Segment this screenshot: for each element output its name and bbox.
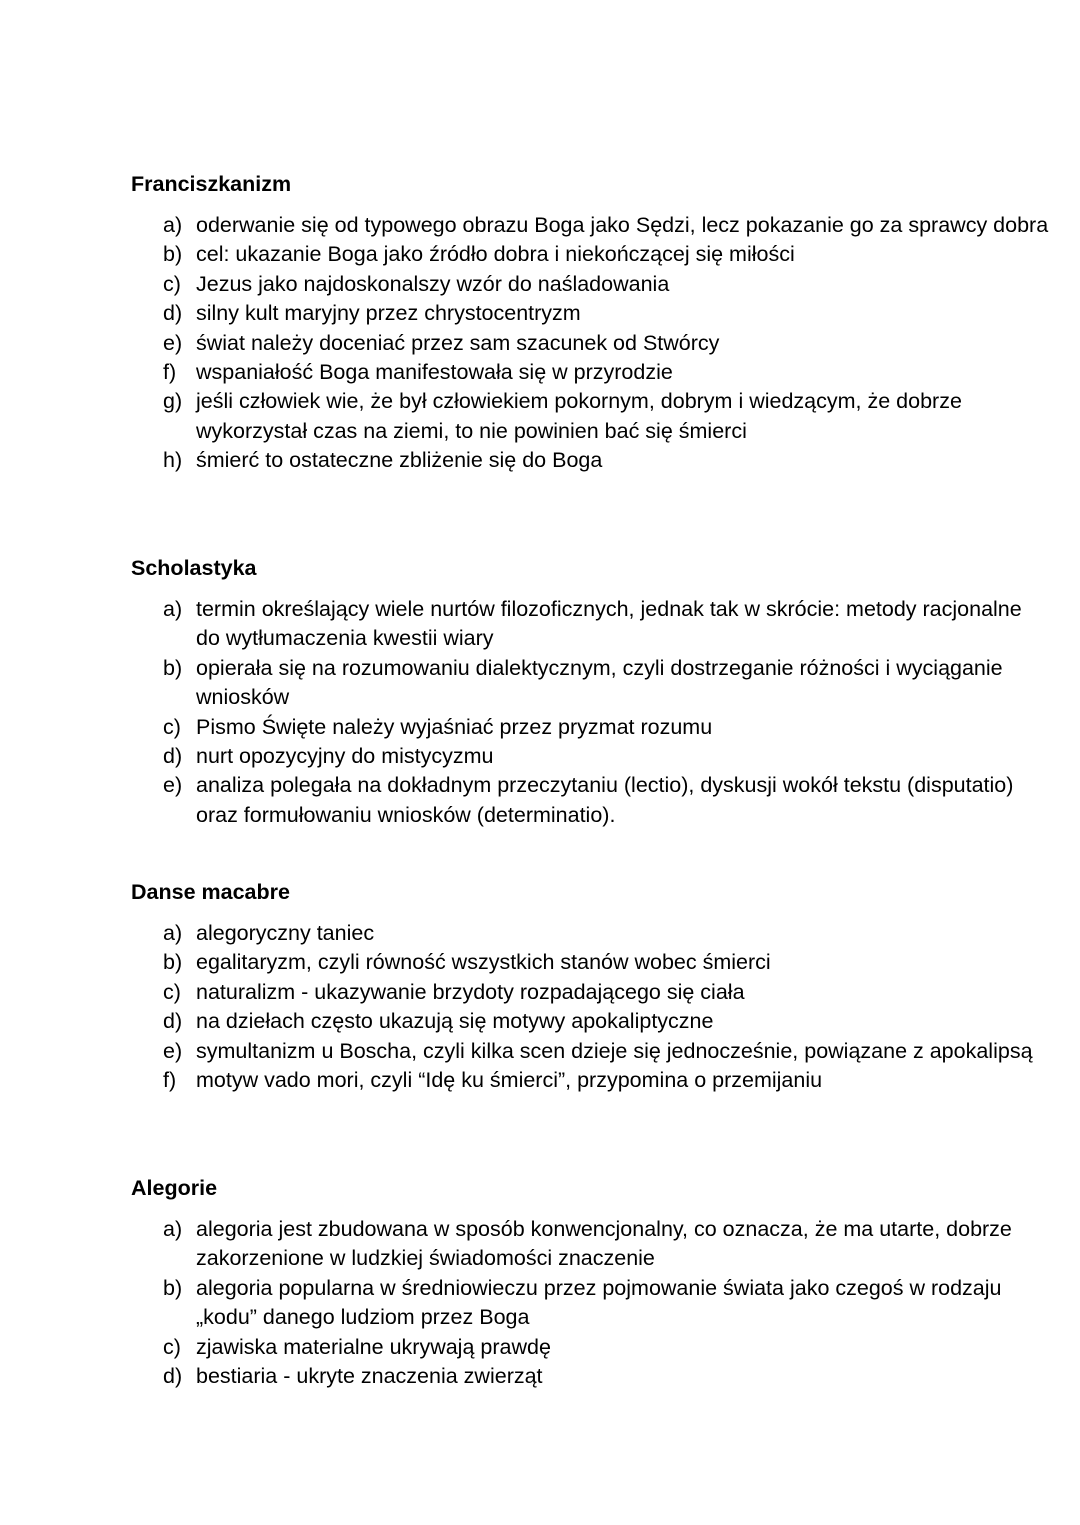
list-item: [0, 1362, 1080, 1391]
item-text: Pismo Święte należy wyjaśniać przez pryzmat rozumu: [196, 714, 713, 739]
item-marker: c): [163, 979, 181, 1004]
item-marker: e): [163, 1038, 183, 1063]
item-text: świat należy doceniać przez sam szacunek od Stwórcy: [196, 330, 720, 355]
item-list: [0, 919, 1080, 1095]
list-item: [0, 387, 1080, 446]
list-item: [0, 1037, 1080, 1066]
list-item: [0, 595, 1080, 654]
item-marker: c): [163, 271, 181, 296]
list-item: [0, 211, 1080, 240]
list-item: [0, 654, 1080, 713]
list-item: [0, 1007, 1080, 1036]
item-text: alegoryczny taniec: [196, 921, 375, 945]
list-item: [0, 358, 1080, 387]
item-marker: d): [163, 744, 183, 769]
item-marker: a): [163, 597, 183, 621]
section-title: Danse macabre: [131, 880, 290, 904]
item-marker: b): [163, 1275, 183, 1300]
item-marker: a): [163, 213, 183, 237]
item-marker: a): [163, 921, 183, 945]
item-text: naturalizm - ukazywanie brzydoty rozpadającego się ciała: [196, 979, 745, 1004]
item-text: oderwanie się od typowego obrazu Boga jako Sędzi, lecz pokazanie go za sprawcy dobra: [196, 213, 1049, 237]
list-item: [0, 329, 1080, 358]
item-text: zjawiska materialne ukrywają prawdę: [196, 1334, 551, 1359]
item-text: nurt opozycyjny do mistycyzmu: [196, 744, 494, 769]
item-marker: d): [163, 1364, 183, 1389]
list-item: [0, 978, 1080, 1007]
list-item: [0, 919, 1080, 948]
section-title: Scholastyka: [131, 556, 257, 580]
item-marker: e): [163, 330, 183, 355]
item-text: termin określający wiele nurtów filozoficznych, jednak tak w skrócie: metody racjonalne do wytłumaczenia kwestii wiary: [196, 597, 1022, 651]
item-marker: h): [163, 448, 183, 473]
item-text: silny kult maryjny przez chrystocentryzm: [196, 301, 581, 326]
item-text: bestiaria - ukryte znaczenia zwierząt: [196, 1364, 543, 1389]
list-item: [0, 299, 1080, 328]
item-text: Jezus jako najdoskonalszy wzór do naśladowania: [196, 271, 670, 296]
list-item: [0, 1274, 1080, 1333]
item-text: na dziełach często ukazują się motywy apokaliptyczne: [196, 1009, 714, 1034]
item-marker: f): [163, 1068, 177, 1093]
item-marker: a): [163, 1217, 183, 1241]
item-marker: c): [163, 1334, 181, 1359]
list-item: [0, 713, 1080, 742]
list-item: [0, 948, 1080, 977]
item-marker: d): [163, 301, 183, 326]
item-text: analiza polegała na dokładnym przeczytaniu (lectio), dyskusji wokół tekstu (disputatio) oraz formułowaniu wniosków (determinatio).: [196, 773, 1014, 827]
item-text: jeśli człowiek wie, że był człowiekiem pokornym, dobrym i wiedzącym, że dobrze wykorzystał czas na ziemi, to nie powinien bać się śmierci: [196, 389, 962, 443]
section-title: Franciszkanizm: [131, 172, 292, 196]
list-item: [0, 446, 1080, 475]
item-list: [0, 595, 1080, 830]
item-marker: b): [163, 655, 183, 680]
item-list: [0, 211, 1080, 476]
item-text: opierała się na rozumowaniu dialektycznym, czyli dostrzeganie różności i wyciąganie wniosków: [196, 655, 1003, 710]
item-text: wspaniałość Boga manifestowała się w przyrodzie: [196, 360, 673, 385]
item-marker: c): [163, 714, 181, 739]
item-marker: b): [163, 242, 183, 267]
list-item: [0, 1066, 1080, 1095]
item-text: motyw vado mori, czyli “Idę ku śmierci”, przypomina o przemijaniu: [196, 1068, 823, 1093]
item-text: egalitaryzm, czyli równość wszystkich stanów wobec śmierci: [196, 950, 771, 975]
item-list: [0, 1215, 1080, 1391]
list-item: [0, 270, 1080, 299]
item-marker: g): [163, 389, 183, 414]
item-text: cel: ukazanie Boga jako źródło dobra i niekończącej się miłości: [196, 242, 795, 267]
item-text: alegoria popularna w średniowieczu przez pojmowanie świata jako czegoś w rodzaju „kodu” danego ludziom przez Boga: [196, 1275, 1002, 1330]
item-marker: f): [163, 360, 177, 385]
item-text: symultanizm u Boscha, czyli kilka scen dzieje się jednocześnie, powiązane z apokalipsą: [196, 1038, 1033, 1063]
list-item: [0, 1333, 1080, 1362]
item-text: śmierć to ostateczne zbliżenie się do Boga: [196, 448, 603, 473]
list-item: [0, 240, 1080, 269]
item-text: alegoria jest zbudowana w sposób konwencjonalny, co oznacza, że ma utarte, dobrze zakorzenione w ludzkiej świadomości znaczenie: [196, 1217, 1012, 1271]
list-item: [0, 1215, 1080, 1274]
item-marker: d): [163, 1009, 183, 1034]
list-item: [0, 771, 1080, 830]
list-item: [0, 742, 1080, 771]
section-title: Alegorie: [131, 1176, 218, 1200]
item-marker: e): [163, 773, 183, 798]
item-marker: b): [163, 950, 183, 975]
